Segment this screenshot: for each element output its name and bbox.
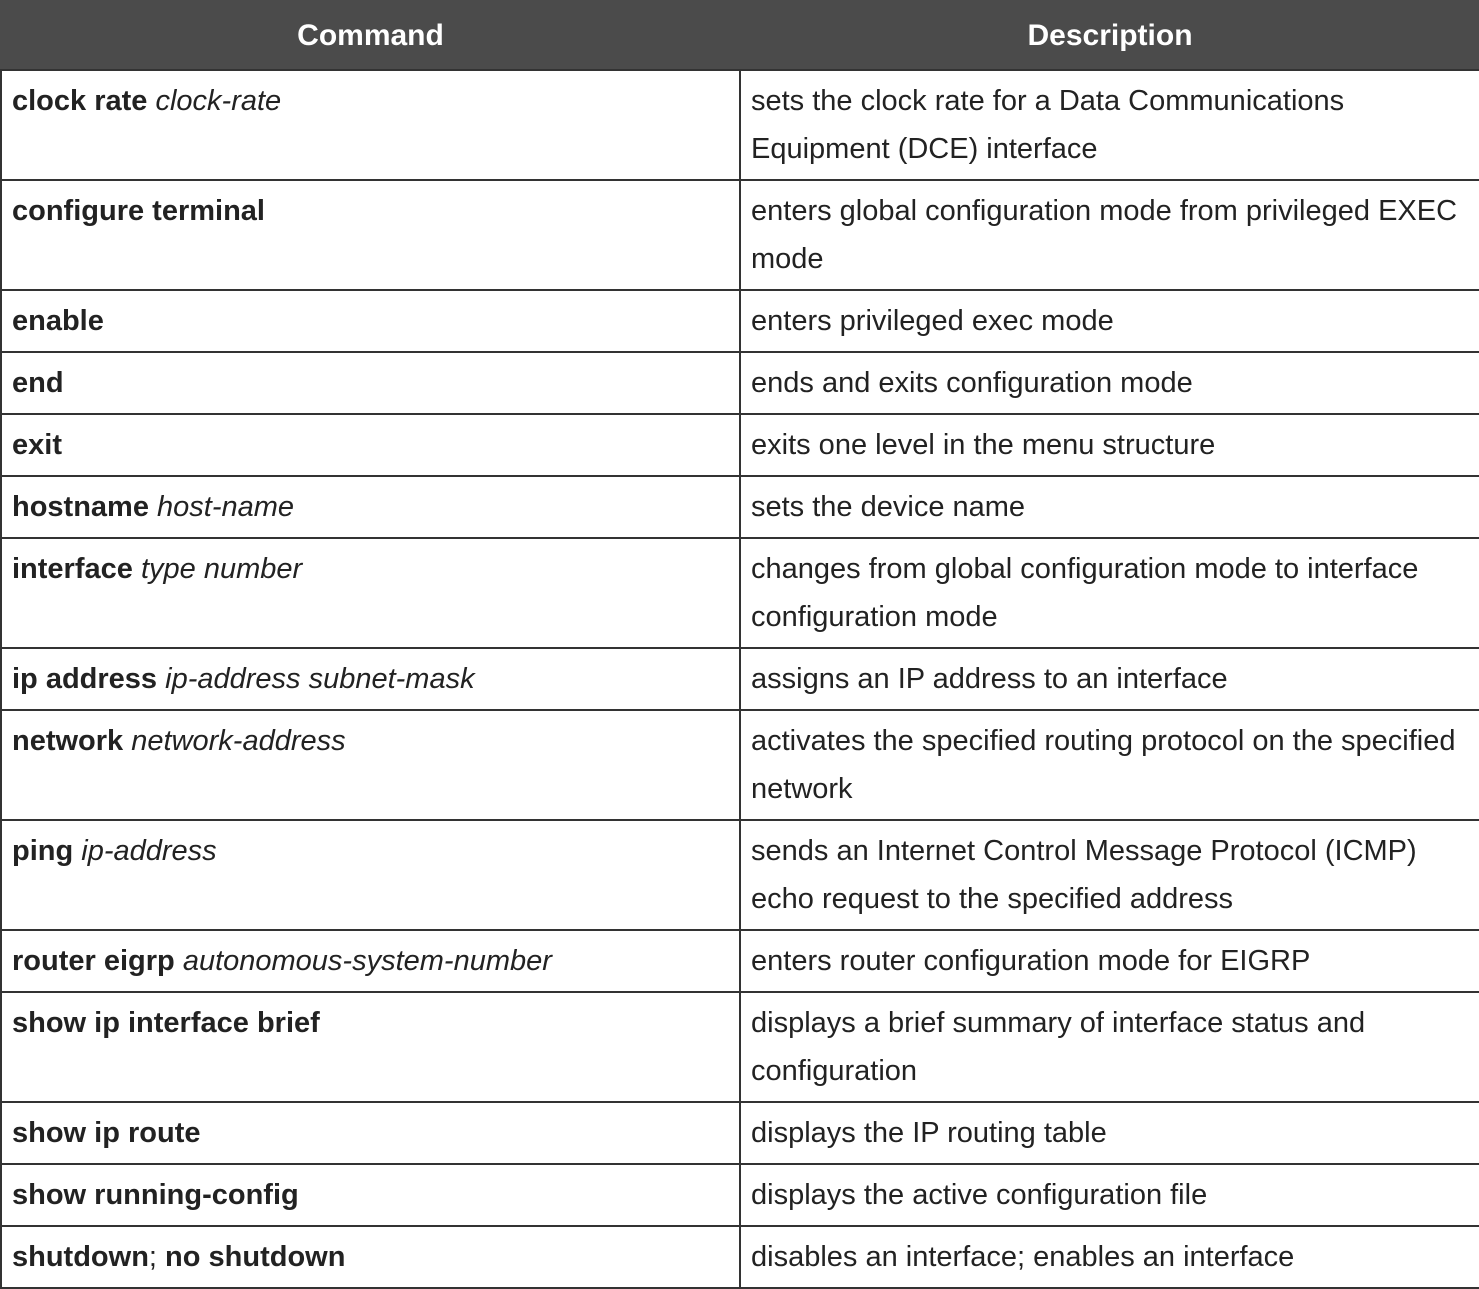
command-keyword: exit	[12, 429, 62, 461]
table-row	[1, 476, 1479, 538]
table-row	[1, 648, 1479, 710]
command-cell	[1, 414, 740, 476]
table-row	[1, 70, 1479, 180]
table-row	[1, 710, 1479, 820]
command-cell	[1, 180, 740, 290]
table-header-row	[1, 1, 1479, 70]
command-cell	[1, 992, 740, 1102]
command-argument: autonomous-system-number	[182, 945, 552, 977]
command-keyword: router eigrp	[12, 945, 175, 977]
command-cell	[1, 930, 740, 992]
command-keyword: end	[12, 367, 64, 399]
command-keyword: show ip interface brief	[12, 1007, 320, 1039]
command-separator: ;	[148, 1241, 157, 1273]
command-keyword: ip address	[12, 663, 158, 695]
table-row	[1, 414, 1479, 476]
command-cell	[1, 352, 740, 414]
command-cell	[1, 476, 740, 538]
description-cell: assigns an IP address to an interface	[740, 648, 1479, 710]
command-keyword: show running-config	[12, 1179, 299, 1211]
command-keyword: network	[12, 725, 124, 757]
command-keyword: enable	[12, 305, 104, 337]
command-cell	[1, 1226, 740, 1288]
command-cell	[1, 820, 740, 930]
table-row	[1, 930, 1479, 992]
table-row	[1, 180, 1479, 290]
command-cell	[1, 538, 740, 648]
table-row	[1, 992, 1479, 1102]
table-row	[1, 352, 1479, 414]
command-argument: network-address	[131, 725, 346, 757]
header-description: Description	[740, 1, 1479, 70]
command-argument: clock-rate	[155, 85, 282, 117]
description-cell: changes from global configuration mode to interface configuration mode	[740, 538, 1479, 648]
table-row	[1, 290, 1479, 352]
command-keyword: hostname	[12, 491, 149, 523]
description-cell: exits one level in the menu structure	[740, 414, 1479, 476]
command-cell	[1, 70, 740, 180]
header-command: Command	[1, 1, 740, 70]
command-cell	[1, 710, 740, 820]
description-cell: displays a brief summary of interface status and configuration	[740, 992, 1479, 1102]
description-cell: disables an interface; enables an interface	[740, 1226, 1479, 1288]
command-keyword-2: no shutdown	[165, 1241, 346, 1273]
command-cell	[1, 648, 740, 710]
description-cell: activates the specified routing protocol on the specified network	[740, 710, 1479, 820]
command-argument: type number	[140, 553, 303, 585]
description-cell: ends and exits configuration mode	[740, 352, 1479, 414]
command-keyword: show ip route	[12, 1117, 201, 1149]
description-cell: sets the clock rate for a Data Communications Equipment (DCE) interface	[740, 70, 1479, 180]
table-row	[1, 1102, 1479, 1164]
description-cell: displays the active configuration file	[740, 1164, 1479, 1226]
command-argument: host-name	[157, 491, 295, 523]
description-cell: enters router configuration mode for EIGRP	[740, 930, 1479, 992]
command-cell	[1, 290, 740, 352]
description-cell: sends an Internet Control Message Protocol (ICMP) echo request to the specified address	[740, 820, 1479, 930]
description-cell: sets the device name	[740, 476, 1479, 538]
command-keyword: shutdown	[12, 1241, 149, 1273]
command-keyword: ping	[12, 835, 74, 867]
table-row	[1, 538, 1479, 648]
description-cell: enters global configuration mode from privileged EXEC mode	[740, 180, 1479, 290]
command-keyword: clock rate	[12, 85, 148, 117]
description-cell: displays the IP routing table	[740, 1102, 1479, 1164]
command-argument: ip-address subnet-mask	[165, 663, 475, 695]
table-row	[1, 1226, 1479, 1288]
table-row	[1, 1164, 1479, 1226]
command-cell	[1, 1102, 740, 1164]
description-cell: enters privileged exec mode	[740, 290, 1479, 352]
command-argument: ip-address	[81, 835, 217, 867]
command-keyword: interface	[12, 553, 133, 585]
command-cell	[1, 1164, 740, 1226]
table-row	[1, 820, 1479, 930]
command-keyword: configure terminal	[12, 195, 265, 227]
